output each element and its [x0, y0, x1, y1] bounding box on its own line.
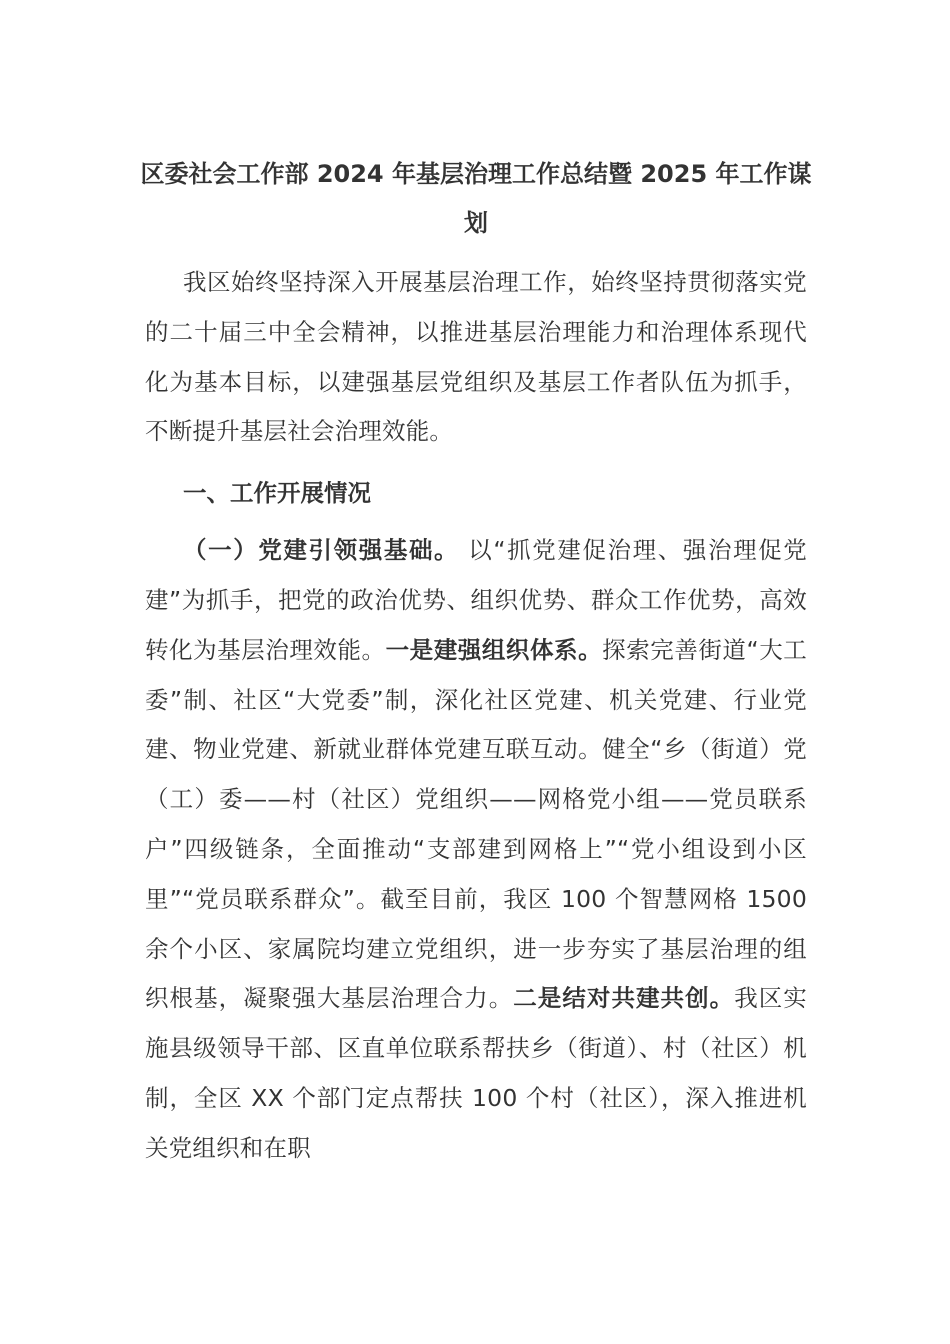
point-2-label: 二是结对共建共创。 [513, 984, 735, 1013]
document-title: 区委社会工作部 2024 年基层治理工作总结暨 2025 年工作谋划 [140, 160, 812, 237]
intro-paragraph: 我区始终坚持深入开展基层治理工作，始终坚持贯彻落实党的二十届三中全会精神，以推进基层治理能力和治理体系现代化为基本目标，以建强基层党组织及基层工作者队伍为抓手，不断提升基层社会治理效能。 [145, 268, 807, 446]
subsection-label: （一）党建引领强基础。 [183, 536, 460, 565]
document-page [140, 150, 812, 1174]
subsection-text: 以“抓党建促治理、强治理促党建”为抓手，把党的政治优势、组织优势、群众工作优势，高效转化为基层治理效能。 [145, 536, 807, 664]
point-1-label: 一是建强组织体系。 [385, 635, 603, 664]
section-heading-1: 一、工作开展情况 [183, 479, 371, 508]
point-1-text: 探索完善街道“大工委”制、社区“大党委”制，深化社区党建、机关党建、行业党建、物业党建、新就业群体党建互联互动。健全“乡（街道）党（工）委——村（社区）党组织——网格党小组——党员联系户”四级链条，全面推动“支部建到网格上”“党小组设到小区里”“党员联系群众”。截至目前，我区 100 个智慧网格 1500 余个小区、家属院均建立党组织，进一步夯实了基层治理的组织根基，凝聚强大基层治理合力。 [145, 635, 807, 1013]
subsection-paragraph-1 [145, 526, 807, 1173]
point-2-text: 我区实施县级领导干部、区直单位联系帮扶乡（街道）、村（社区）机制，全区 XX 个部门定点帮扶 100 个村（社区），深入推进机关党组织和在职 [145, 984, 808, 1162]
